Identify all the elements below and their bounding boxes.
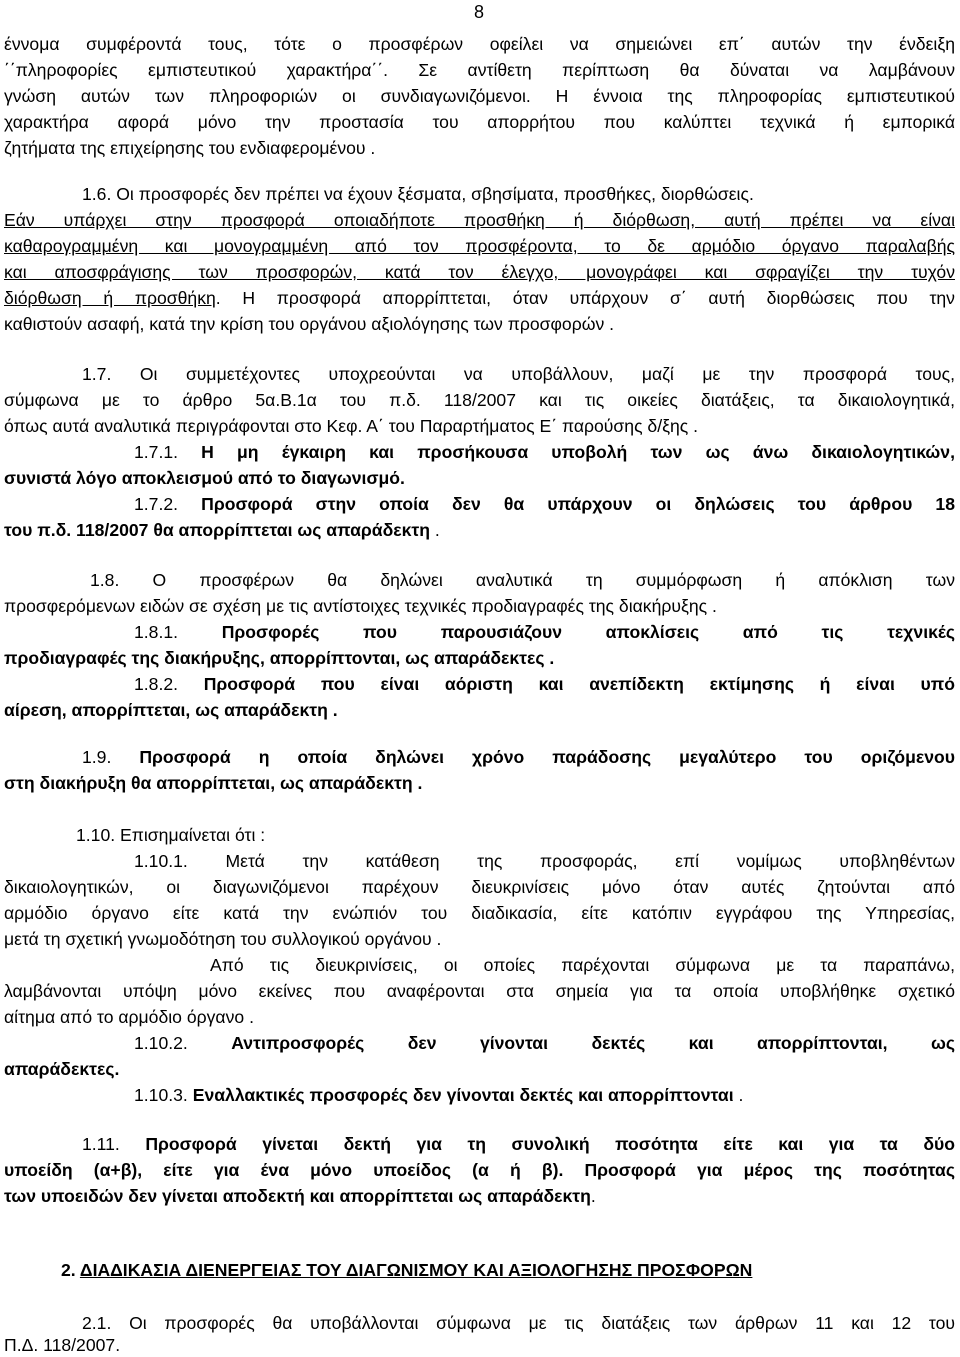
text-line: γνώση αυτών των πληροφοριών οι συνδιαγωνιζόμενοι. Η έννοια της πληροφορίας εμπιστευτικού: [4, 86, 955, 106]
text-line: [4, 287, 955, 310]
text-line: 1.10.1. Μετά την κατάθεση της προσφοράς, επί νομίμως υποβληθέντων: [134, 851, 955, 871]
item-number: 1.8.1.: [134, 622, 222, 642]
bold-text: Η μη έγκαιρη και προσήκουσα υποβολή των ως άνω δικαιολογητικών,: [201, 442, 955, 462]
text-line: ζητήματα της επιχείρησης του ενδιαφερομένου .: [4, 138, 376, 158]
item-number: 1.10.3.: [134, 1085, 193, 1105]
text-line: έννομα συμφέροντά τους, τότε ο προσφέρων οφείλει να σημειώνει επ΄ αυτών την ένδειξη: [4, 34, 955, 54]
bold-text: Εναλλακτικές προσφορές δεν γίνονται δεκτές και απορρίπτονται: [192, 1085, 734, 1105]
text-line: χαρακτήρα αφορά μόνο την προστασία του απορρήτου που καλύπτει τεχνικά ή εμπορικά: [4, 112, 955, 132]
section-heading: [61, 1259, 955, 1282]
bold-text: των υποειδών δεν γίνεται αποδεκτή και απορρίπτεται ως απαράδεκτη: [4, 1186, 591, 1206]
section-number: 2.: [61, 1260, 80, 1280]
text-line: υποείδη (α+β), είτε για ένα μόνο υποείδος (α ή β). Προσφορά για μέρος της ποσότητας: [4, 1160, 955, 1180]
text-line: 1.8. Ο προσφέρων θα δηλώνει αναλυτικά τη συμμόρφωση ή απόκλιση των: [90, 570, 955, 590]
bold-text: Αντιπροσφορές δεν γίνονται δεκτές και απορρίπτονται, ως: [231, 1033, 955, 1053]
text-line: [134, 1084, 955, 1107]
text-line: συνιστά λόγο αποκλεισμού από το διαγωνισμό.: [4, 468, 405, 488]
text-line: Από τις διευκρινίσεις, οι οποίες παρέχονται σύμφωνα με τα παραπάνω,: [210, 955, 955, 975]
text-line: σύμφωνα με το άρθρο 5α.Β.1α του π.δ. 118/2007 και τις οικείες διατάξεις, τα δικαιολογητικά,: [4, 390, 955, 410]
text-line: Εάν υπάρχει στην προσφορά οποιαδήποτε προσθήκη ή διόρθωση, αυτή πρέπει να είναι: [4, 210, 955, 230]
text-line: Π.Δ. 118/2007.: [4, 1335, 121, 1355]
text-line: [134, 621, 955, 644]
text-line: [82, 746, 955, 769]
text-line: αίτημα από το αρμόδιο όργανο .: [4, 1007, 254, 1027]
item-number: 1.7.1.: [134, 442, 202, 462]
text-line: όπως αυτά αναλυτικά περιγράφονται στο Κεφ. Α΄ του Παραρτήματος Ε΄ παρούσης δ/ξης .: [4, 416, 699, 436]
bold-text: του π.δ. 118/2007 θα απορρίπτεται ως απαράδεκτη: [4, 520, 431, 540]
item-number: 1.7.2.: [134, 494, 202, 514]
text-line: ΄΄πληροφορίες εμπιστευτικού χαρακτήρα΄΄. Σε αντίθετη περίπτωση θα δύναται να λαμβάνουν: [4, 60, 955, 80]
bold-text: Προσφορά που είναι αόριστη και ανεπίδεκτη εκτίμησης ή είναι υπό: [203, 674, 955, 694]
text-line: αρμόδιο όργανο είτε κατά την ενώπιόν του διαδικασία, είτε κατόπιν εγγράφου της Υπηρεσίας,: [4, 903, 955, 923]
bold-text: Προσφορά η οποία δηλώνει χρόνο παράδοσης μεγαλύτερο του οριζόμενου: [139, 747, 956, 767]
text-line: δικαιολογητικών, οι διαγωνιζόμενοι παρέχουν διευκρινίσεις μόνο όταν αυτές ζητούνται από: [4, 877, 955, 897]
text-line: καθαρογραμμένη και μονογραμμένη από τον προσφέροντα, το δε αρμόδιο όργανο παραλαβής: [4, 236, 955, 256]
text-line: καθιστούν ασαφή, κατά την κρίση του οργάνου αξιολόγησης των προσφορών .: [4, 314, 615, 334]
text-run: .: [733, 1085, 744, 1105]
text-line: [4, 1185, 955, 1208]
item-number: 1.8.2.: [134, 674, 204, 694]
text-run: .: [430, 520, 440, 540]
page-number: 8: [474, 2, 485, 22]
text-line: προσφερόμενων ειδών σε σχέση με τις αντίστοιχες τεχνικές προδιαγραφές της διακήρυξης .: [4, 596, 717, 616]
text-line: λαμβάνονται υπόψη μόνο εκείνες που αναφέρονται στα σημεία για τα οποία υποβλήθηκε σχετικό: [4, 981, 955, 1001]
section-title: ΔΙΑΔΙΚΑΣΙΑ ΔΙΕΝΕΡΓΕΙΑΣ ΤΟΥ ΔΙΑΓΩΝΙΣΜΟΥ ΚΑΙ ΑΞΙΟΛΟΓΗΣΗΣ ΠΡΟΣΦΟΡΩΝ: [79, 1260, 753, 1280]
text-line: [134, 441, 955, 464]
text-line: 1.10. Επισημαίνεται ότι :: [76, 825, 266, 845]
underlined-phrase: διόρθωση ή προσθήκη: [4, 288, 216, 308]
text-line: 1.7. Οι συμμετέχοντες υποχρεούνται να υποβάλλουν, μαζί με την προσφορά τους,: [82, 364, 955, 384]
item-number: 1.10.2.: [134, 1033, 232, 1053]
text-line: [134, 673, 955, 696]
bold-text: Προσφορές που παρουσιάζουν αποκλίσεις από τις τεχνικές: [221, 622, 955, 642]
text-line: αίρεση, απορρίπτεται, ως απαράδεκτη .: [4, 700, 338, 720]
text-line: στη διακήρυξη θα απορρίπτεται, ως απαράδεκτη .: [4, 773, 423, 793]
text-line: μετά τη σχετική γνωμοδότηση του συλλογικού οργάνου .: [4, 929, 442, 949]
item-number: 1.11.: [82, 1134, 146, 1154]
text-run: .: [590, 1186, 596, 1206]
text-run: . Η προσφορά απορρίπτεται, όταν υπάρχουν σ΄ αυτή διορθώσεις που την: [215, 288, 955, 308]
bold-text: Προσφορά γίνεται δεκτή για τη συνολική ποσότητα είτε και για τα δύο: [145, 1134, 955, 1154]
text-line: απαράδεκτες.: [4, 1059, 120, 1079]
text-line: προδιαγραφές της διακήρυξης, απορρίπτονται, ως απαράδεκτες .: [4, 648, 555, 668]
text-line: [82, 1133, 955, 1156]
text-line: [134, 493, 955, 516]
text-line: [4, 519, 955, 542]
bold-text: Προσφορά στην οποία δεν θα υπάρχουν οι δηλώσεις του άρθρου 18: [201, 494, 955, 514]
item-number: 1.9.: [82, 747, 140, 767]
text-line: και αποσφράγισης των προσφορών, κατά τον έλεγχο, μονογράφει και σφραγίζει την τυχόν: [4, 262, 955, 282]
text-line: 1.6. Οι προσφορές δεν πρέπει να έχουν ξέσματα, σβησίματα, προσθήκες, διορθώσεις.: [82, 184, 754, 204]
text-line: [134, 1032, 955, 1055]
text-line: 2.1. Οι προσφορές θα υποβάλλονται σύμφωνα με τις διατάξεις των άρθρων 11 και 12 του: [82, 1313, 955, 1333]
